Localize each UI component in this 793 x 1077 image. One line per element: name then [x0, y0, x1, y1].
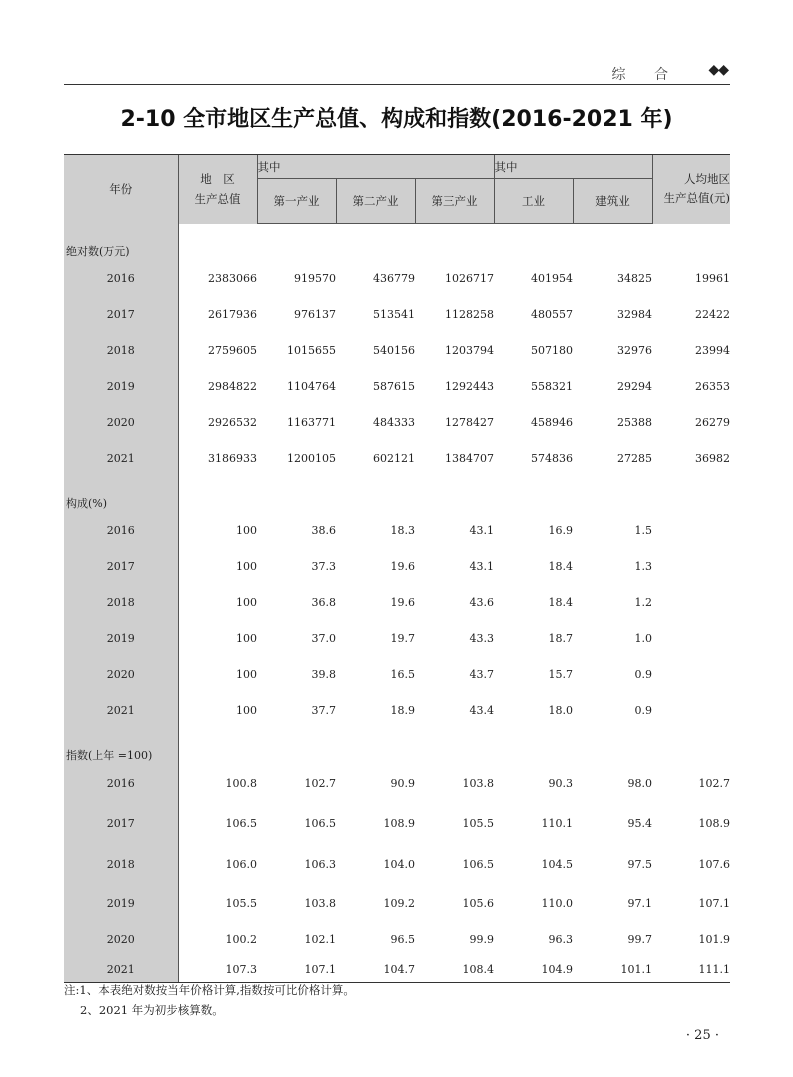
year-cell: 2016	[64, 764, 178, 802]
value-cell: 18.4	[548, 595, 573, 609]
table-row	[64, 296, 730, 332]
value-cell: 458946	[531, 415, 573, 429]
year-cell: 2016	[64, 512, 178, 548]
year-cell: 2019	[64, 368, 178, 404]
value-cell: 105.5	[178, 885, 257, 922]
value-cell: 106.3	[304, 858, 336, 871]
value-cell: 19.6	[390, 559, 415, 573]
column-header-industry: 工业	[494, 179, 573, 224]
column-header-construction: 建筑业	[573, 179, 652, 224]
section-title: 绝对数(万元)	[64, 224, 178, 261]
year-cell: 2016	[64, 260, 178, 296]
year-cell: 2020	[64, 404, 178, 440]
value-cell: 19961	[695, 271, 730, 285]
value-cell: 15.7	[548, 667, 573, 681]
value-cell: 574836	[531, 451, 573, 465]
value-cell: 104.9	[494, 957, 573, 982]
value-cell: 100	[178, 548, 257, 584]
value-cell: 602121	[373, 451, 415, 465]
value-cell: 106.5	[462, 858, 494, 871]
value-cell: 1128258	[445, 307, 494, 321]
value-cell: 103.8	[304, 897, 336, 910]
empty-cell	[573, 476, 652, 512]
value-cell: 27285	[617, 451, 652, 465]
value-cell: 18.0	[548, 703, 573, 717]
value-cell: 102.7	[698, 776, 730, 790]
value-cell: 29294	[617, 379, 652, 393]
value-cell: 90.3	[548, 776, 573, 790]
value-cell: 36.8	[311, 595, 336, 609]
value-cell: 43.4	[469, 703, 494, 717]
column-header-per-capita	[652, 155, 730, 224]
empty-cell	[257, 728, 336, 764]
table-row	[64, 957, 730, 982]
value-cell: 97.1	[627, 897, 652, 910]
value-cell: 95.4	[627, 816, 652, 830]
value-cell: 100.8	[178, 764, 257, 802]
empty-cell	[257, 224, 336, 261]
value-cell: 18.7	[548, 631, 573, 645]
value-cell: 1015655	[287, 343, 336, 357]
value-cell: 105.5	[462, 816, 494, 830]
value-cell: 36982	[695, 451, 730, 465]
year-cell: 2019	[64, 885, 178, 922]
value-cell: 540156	[373, 343, 415, 357]
value-cell: 1163771	[287, 415, 336, 429]
value-cell: 96.3	[548, 933, 573, 946]
gdp-table	[64, 154, 730, 983]
value-cell: 25388	[617, 415, 652, 429]
table-row	[64, 620, 730, 656]
value-cell: 107.6	[698, 858, 730, 871]
value-cell: 43.6	[469, 595, 494, 609]
table-row	[64, 404, 730, 440]
empty-cell	[652, 728, 730, 764]
value-cell: 32976	[617, 343, 652, 357]
value-cell: 43.1	[469, 523, 494, 537]
value-cell: 101.9	[698, 933, 730, 946]
column-header-gdp	[178, 155, 257, 224]
value-cell: 513541	[373, 307, 415, 321]
table-body	[64, 224, 730, 983]
empty-cell	[415, 728, 494, 764]
value-cell: 106.5	[304, 816, 336, 830]
year-cell: 2017	[64, 296, 178, 332]
table-row	[64, 922, 730, 957]
value-cell: 39.8	[311, 667, 336, 681]
value-cell: 110.1	[541, 816, 573, 830]
column-header-primary: 第一产业	[257, 179, 336, 224]
value-cell: 26353	[695, 379, 730, 393]
value-cell: 103.8	[462, 776, 494, 790]
page-title: 2-10 全市地区生产总值、构成和指数(2016-2021 年)	[120, 107, 673, 132]
table-row	[64, 368, 730, 404]
value-cell: 1.2	[634, 595, 652, 609]
value-cell: 401954	[531, 271, 573, 285]
table-row	[64, 844, 730, 885]
value-cell: 108.9	[383, 816, 415, 830]
note-2: 2、2021 年为初步核算数。	[80, 1003, 224, 1017]
value-cell: 43.1	[469, 559, 494, 573]
section-title: 指数(上年 =100)	[64, 728, 178, 764]
value-cell: 110.0	[541, 897, 573, 910]
section-title: 构成(%)	[64, 476, 178, 512]
column-header-per-capita-line2: 生产总值(元)	[663, 191, 730, 206]
value-cell: 106.5	[178, 802, 257, 844]
year-cell: 2021	[64, 957, 178, 982]
value-cell: 3186933	[178, 440, 257, 476]
value-cell: 1278427	[445, 415, 494, 429]
column-header-per-capita-line1: 人均地区	[684, 172, 730, 187]
empty-cell	[336, 728, 415, 764]
value-cell: 100	[178, 692, 257, 728]
value-cell: 1203794	[445, 343, 494, 357]
value-cell	[652, 548, 730, 584]
table-row	[64, 692, 730, 728]
value-cell: 2984822	[178, 368, 257, 404]
value-cell: 1384707	[445, 451, 494, 465]
value-cell: 102.7	[304, 776, 336, 790]
value-cell	[652, 656, 730, 692]
value-cell: 507180	[531, 343, 573, 357]
value-cell	[652, 692, 730, 728]
year-cell: 2019	[64, 620, 178, 656]
page-header	[64, 60, 730, 85]
value-cell: 1292443	[445, 379, 494, 393]
section-label: 综 合	[611, 67, 680, 83]
value-cell: 2383066	[178, 260, 257, 296]
value-cell: 100.2	[178, 922, 257, 957]
value-cell: 18.3	[390, 523, 415, 537]
value-cell	[652, 512, 730, 548]
value-cell: 22422	[695, 307, 730, 321]
value-cell: 90.9	[390, 776, 415, 790]
table-row	[64, 656, 730, 692]
empty-cell	[652, 224, 730, 261]
column-header-year: 年份	[64, 155, 178, 224]
value-cell: 26279	[695, 415, 730, 429]
value-cell: 19.7	[390, 631, 415, 645]
value-cell: 104.7	[336, 957, 415, 982]
column-header-gdp-line2: 生产总值	[194, 192, 241, 207]
table-row	[64, 885, 730, 922]
year-cell: 2020	[64, 922, 178, 957]
value-cell: 99.7	[627, 933, 652, 946]
year-cell: 2017	[64, 802, 178, 844]
value-cell: 23994	[695, 343, 730, 357]
table-row	[64, 260, 730, 296]
column-group-sectors: 其中	[257, 155, 494, 179]
table-row	[64, 584, 730, 620]
value-cell: 97.5	[627, 858, 652, 871]
value-cell: 107.1	[698, 897, 730, 910]
value-cell: 1104764	[287, 379, 336, 393]
value-cell: 98.0	[627, 776, 652, 790]
value-cell: 16.5	[390, 667, 415, 681]
year-cell: 2018	[64, 584, 178, 620]
value-cell: 484333	[373, 415, 415, 429]
value-cell: 102.1	[304, 933, 336, 946]
year-cell: 2021	[64, 692, 178, 728]
value-cell: 480557	[531, 307, 573, 321]
value-cell: 105.6	[462, 897, 494, 910]
empty-cell	[494, 476, 573, 512]
column-header-gdp-line1: 地 区	[200, 172, 235, 187]
value-cell: 37.3	[311, 559, 336, 573]
empty-cell	[573, 224, 652, 261]
value-cell: 34825	[617, 271, 652, 285]
value-cell: 100	[178, 656, 257, 692]
value-cell: 104.0	[383, 858, 415, 871]
value-cell: 436779	[373, 271, 415, 285]
value-cell: 1200105	[287, 451, 336, 465]
empty-cell	[494, 728, 573, 764]
empty-cell	[178, 476, 257, 512]
empty-cell	[415, 476, 494, 512]
column-group-secondary-breakdown: 其中	[494, 155, 652, 179]
value-cell: 2759605	[178, 332, 257, 368]
page-number: · 25 ·	[685, 1028, 719, 1043]
empty-cell	[494, 224, 573, 261]
value-cell: 43.7	[469, 667, 494, 681]
value-cell: 1.5	[634, 523, 652, 537]
value-cell: 976137	[294, 307, 336, 321]
empty-cell	[336, 224, 415, 261]
value-cell: 16.9	[548, 523, 573, 537]
note-1: 注:1、本表绝对数按当年价格计算,指数按可比价格计算。	[64, 983, 355, 997]
year-cell: 2018	[64, 844, 178, 885]
table-row	[64, 548, 730, 584]
value-cell: 100	[178, 584, 257, 620]
value-cell: 104.5	[541, 858, 573, 871]
table-row	[64, 802, 730, 844]
empty-cell	[178, 224, 257, 261]
value-cell: 37.7	[311, 703, 336, 717]
table-row	[64, 764, 730, 802]
value-cell: 108.9	[698, 816, 730, 830]
value-cell: 32984	[617, 307, 652, 321]
value-cell: 111.1	[652, 957, 730, 982]
value-cell: 587615	[373, 379, 415, 393]
value-cell: 1.0	[634, 631, 652, 645]
table-row	[64, 512, 730, 548]
value-cell: 0.9	[634, 703, 652, 717]
value-cell	[652, 620, 730, 656]
value-cell: 106.0	[178, 844, 257, 885]
section-header-row	[64, 476, 730, 512]
empty-cell	[652, 476, 730, 512]
value-cell: 1026717	[445, 271, 494, 285]
value-cell: 101.1	[573, 957, 652, 982]
value-cell: 0.9	[634, 667, 652, 681]
empty-cell	[178, 728, 257, 764]
value-cell: 38.6	[311, 523, 336, 537]
empty-cell	[257, 476, 336, 512]
table-row	[64, 332, 730, 368]
value-cell: 109.2	[383, 897, 415, 910]
value-cell: 99.9	[469, 933, 494, 946]
section-header-row	[64, 728, 730, 764]
value-cell: 107.3	[178, 957, 257, 982]
value-cell: 558321	[531, 379, 573, 393]
year-cell: 2018	[64, 332, 178, 368]
year-cell: 2020	[64, 656, 178, 692]
value-cell: 43.3	[469, 631, 494, 645]
table-row	[64, 440, 730, 476]
column-header-secondary: 第二产业	[336, 179, 415, 224]
value-cell: 919570	[294, 271, 336, 285]
value-cell: 96.5	[390, 933, 415, 946]
year-cell: 2021	[64, 440, 178, 476]
empty-cell	[573, 728, 652, 764]
value-cell: 18.4	[548, 559, 573, 573]
column-header-tertiary: 第三产业	[415, 179, 494, 224]
value-cell: 37.0	[311, 631, 336, 645]
value-cell: 19.6	[390, 595, 415, 609]
empty-cell	[415, 224, 494, 261]
value-cell: 100	[178, 620, 257, 656]
value-cell: 1.3	[634, 559, 652, 573]
empty-cell	[336, 476, 415, 512]
table-notes	[64, 980, 730, 1020]
table-header	[64, 155, 730, 224]
value-cell: 100	[178, 512, 257, 548]
value-cell: 18.9	[390, 703, 415, 717]
diamond-ornament-icon: ◆◆	[708, 62, 728, 78]
value-cell: 2926532	[178, 404, 257, 440]
value-cell: 107.1	[257, 957, 336, 982]
year-cell: 2017	[64, 548, 178, 584]
value-cell: 2617936	[178, 296, 257, 332]
section-header-row	[64, 224, 730, 261]
value-cell	[652, 584, 730, 620]
value-cell: 108.4	[415, 957, 494, 982]
